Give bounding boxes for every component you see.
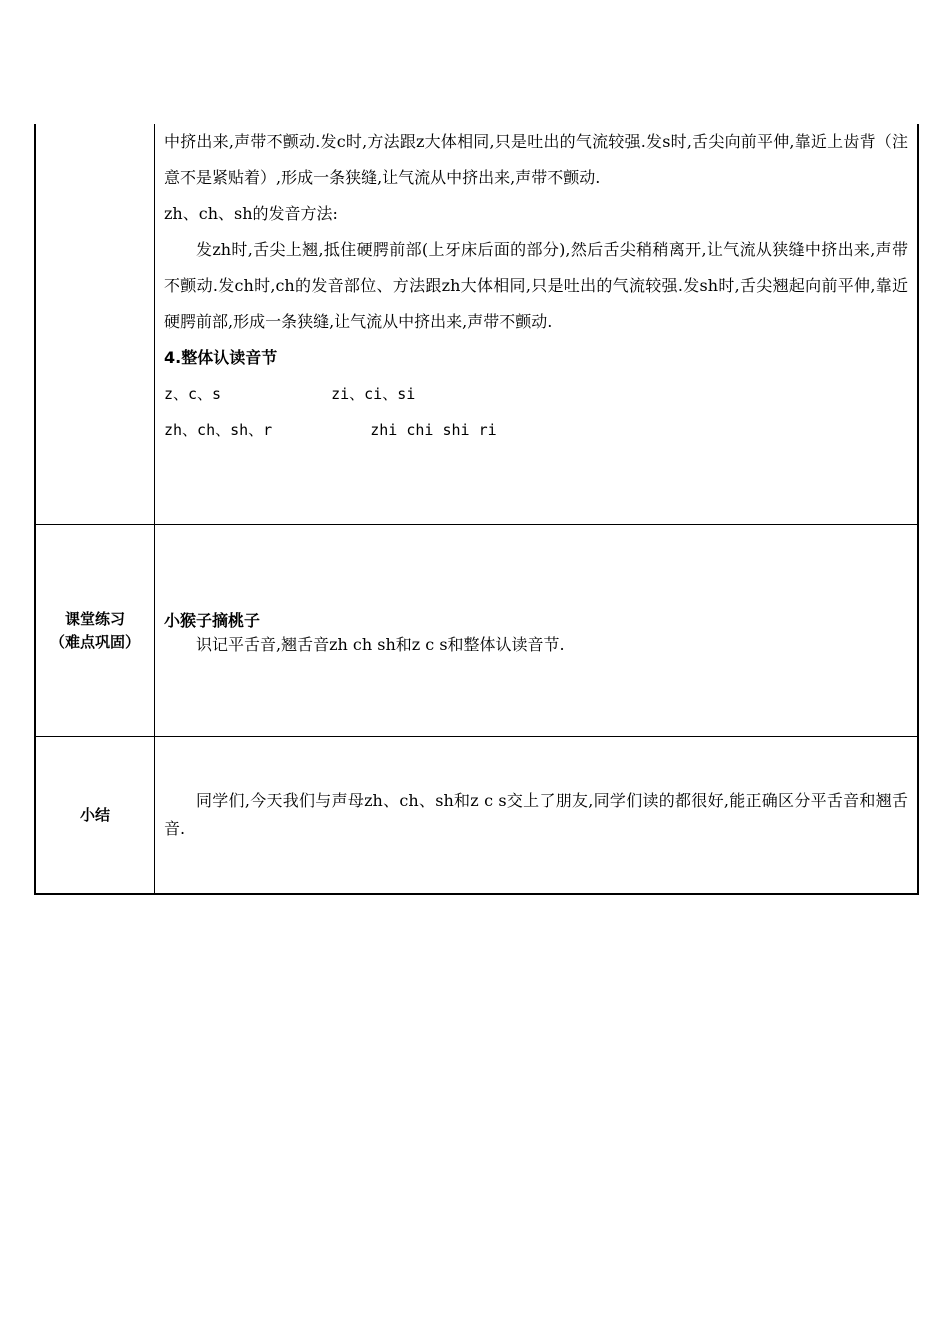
practice-body: 识记平舌音,翘舌音zh ch sh和z c s和整体认读音节.	[196, 634, 565, 654]
practice-label-cell	[35, 525, 155, 737]
zh-ch-sh-heading: zh、ch、sh的发音方法:	[164, 204, 338, 223]
summary-label: 小结	[79, 805, 110, 824]
summary-content-cell	[155, 737, 919, 895]
syllable-whole-flat: zi、ci、si	[331, 385, 416, 403]
practice-content	[155, 607, 917, 655]
table-row	[35, 124, 918, 525]
practice-sublabel: （难点巩固）	[49, 632, 140, 651]
table-row	[35, 737, 918, 895]
zcs-description: 中挤出来,声带不颤动.发c时,方法跟z大体相同,只是吐出的气流较强.发s时,舌尖向前平伸,靠近上齿背（注意不是紧贴着）,形成一条狭缝,让气流从中挤出来,声带不颤动.	[164, 132, 908, 187]
summary-content	[155, 787, 917, 843]
summary-body: 同学们,今天我们与声母zh、ch、sh和z c s交上了朋友,同学们读的都很好,能正确区分平舌音和翘舌音.	[164, 791, 908, 838]
table-row	[35, 525, 918, 737]
syllable-initials-retroflex: zh、ch、sh、r	[164, 421, 273, 439]
summary-label-cell	[35, 737, 155, 895]
practice-label: 课堂练习	[64, 609, 125, 628]
practice-content-cell	[155, 525, 919, 737]
row-label-empty	[35, 124, 155, 525]
syllable-row-flat	[164, 376, 908, 412]
syllable-initials-flat: z、c、s	[164, 385, 222, 403]
syllable-whole-retroflex: zhi chi shi ri	[370, 421, 497, 439]
lesson-table	[34, 124, 919, 895]
zh-ch-sh-description: 发zh时,舌尖上翘,抵住硬腭前部(上牙床后面的部分),然后舌尖稍稍离开,让气流从狭缝中挤出来,声带不颤动.发ch时,ch的发音部位、方法跟zh大体相同,只是吐出的气流较强.发sh时,舌尖翘起向前平伸,靠近硬腭前部,形成一条狭缝,让气流从中挤出来,声带不颤动.	[164, 240, 908, 331]
whole-syllable-heading: 4.整体认读音节	[164, 348, 278, 367]
pronunciation-content-cell	[155, 124, 919, 525]
pronunciation-content	[155, 124, 917, 448]
syllable-row-retroflex	[164, 412, 908, 448]
practice-title: 小猴子摘桃子	[164, 610, 261, 630]
